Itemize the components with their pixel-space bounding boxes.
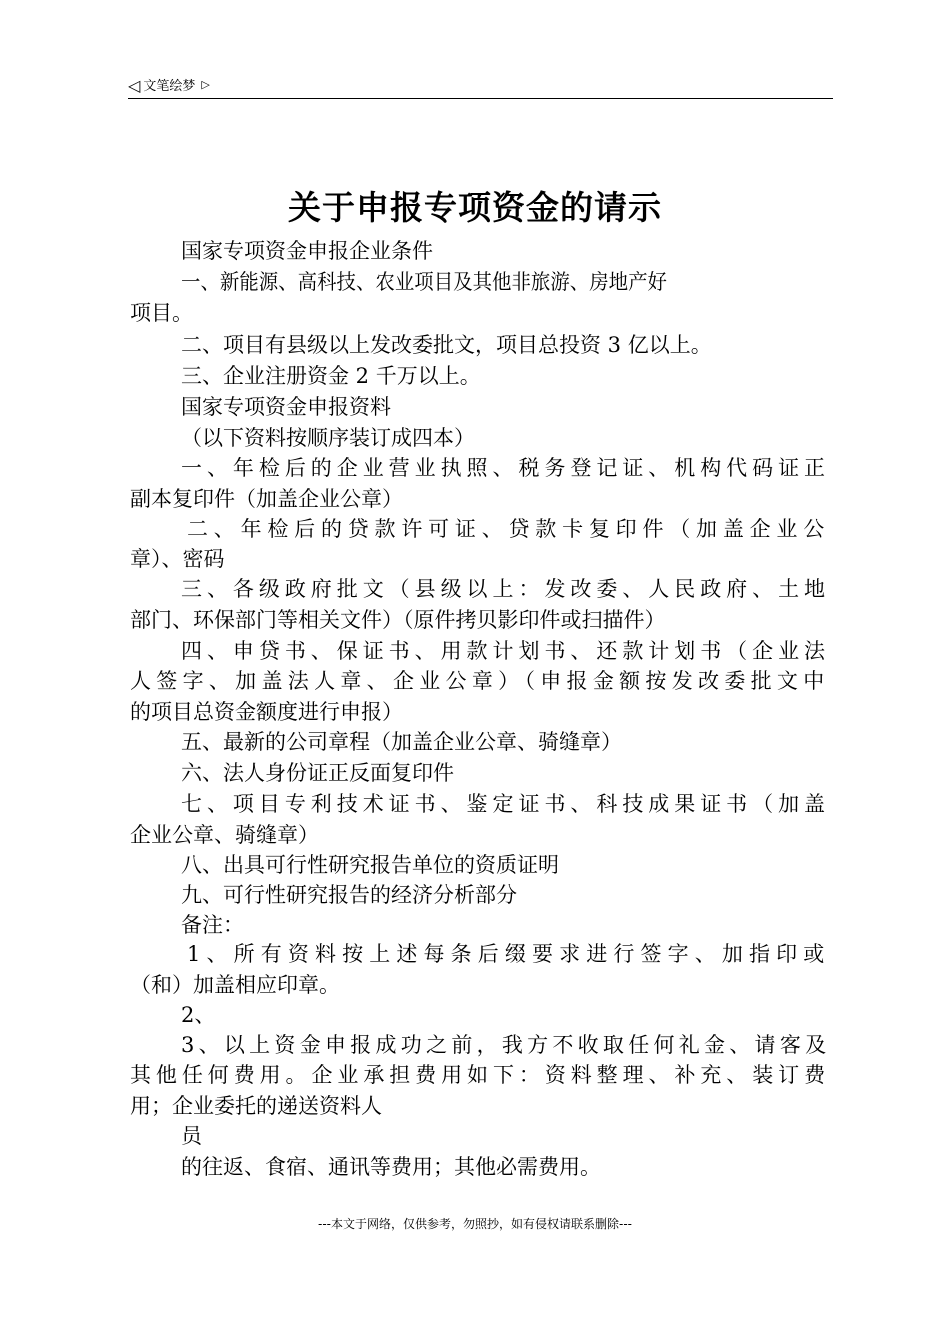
body-line: 三、各级政府批文（县级以上：发改委、人民政府、土地 [181,577,830,601]
body-line: 部门、环保部门等相关文件）（原件拷贝影印件或扫描件） [130,608,666,632]
header-text: 文笔绘梦 [143,79,196,94]
body-line: 七、项目专利技术证书、鉴定证书、科技成果证书（加盖 [181,792,830,816]
page-header [128,74,833,99]
body-line: 三、企业注册资金 2 千万以上。 [181,364,481,388]
body-line: 国家专项资金申报企业条件 [181,239,433,263]
body-line: 国家专项资金申报资料 [181,395,391,419]
body-line: 其他任何费用。企业承担费用如下：资料整理、补充、装订费 [130,1063,830,1087]
body-line: 五、最新的公司章程（加盖企业公章、骑缝章） [181,730,622,754]
body-line: （以下资料按顺序装订成四本） [181,426,475,450]
body-line: 二、项目有县级以上发改委批文，项目总投资 3 亿以上。 [181,333,712,357]
header-brand [128,76,210,96]
body-line: 2、 [181,1003,216,1027]
body-line: 企业公章、骑缝章） [130,823,319,847]
body-line: 四、申贷书、保证书、用款计划书、还款计划书（企业法 [181,639,830,663]
body-line: 六、法人身份证正反面复印件 [181,761,454,785]
body-line: 副本复印件（加盖企业公章） [130,487,403,511]
body-line: 1、所有资料按上述每条后缀要求进行签字、加指印或 [187,942,831,966]
body-line: 的项目总资金额度进行申报） [130,700,403,724]
body-line: 二、年检后的贷款许可证、贷款卡复印件（加盖企业公 [187,517,830,541]
body-line: 一、年检后的企业营业执照、税务登记证、机构代码证正 [181,456,830,480]
body-line: 用；企业委托的递送资料人 [130,1094,382,1118]
body-line: 项目。 [130,301,193,325]
body-line: 人签字、加盖法人章、企业公章）（申报金额按发改委批文中 [130,669,830,693]
page-footer: ---本文于网络，仅供参考，勿照抄，如有侵权请联系删除--- [318,1217,632,1231]
body-line: 九、可行性研究报告的经济分析部分 [181,883,517,907]
right-triangle-icon: ▷ [201,78,210,91]
body-line: 的往返、食宿、通讯等费用；其他必需费用。 [181,1155,601,1179]
body-line: 八、出具可行性研究报告单位的资质证明 [181,853,559,877]
document-title: 关于申报专项资金的请示 [288,188,662,227]
body-line: 员 [181,1124,202,1148]
body-line: 备注： [181,913,244,937]
body-line: 一、新能源、高科技、农业项目及其他非旅游、房地产好 [181,270,667,294]
body-line: （和）加盖相应印章。 [130,973,340,997]
body-line: 3、以上资金申报成功之前，我方不收取任何礼金、请客及 [181,1033,831,1057]
body-line: 章）、密码 [130,547,225,571]
left-triangle-icon: ◁ [128,76,141,95]
